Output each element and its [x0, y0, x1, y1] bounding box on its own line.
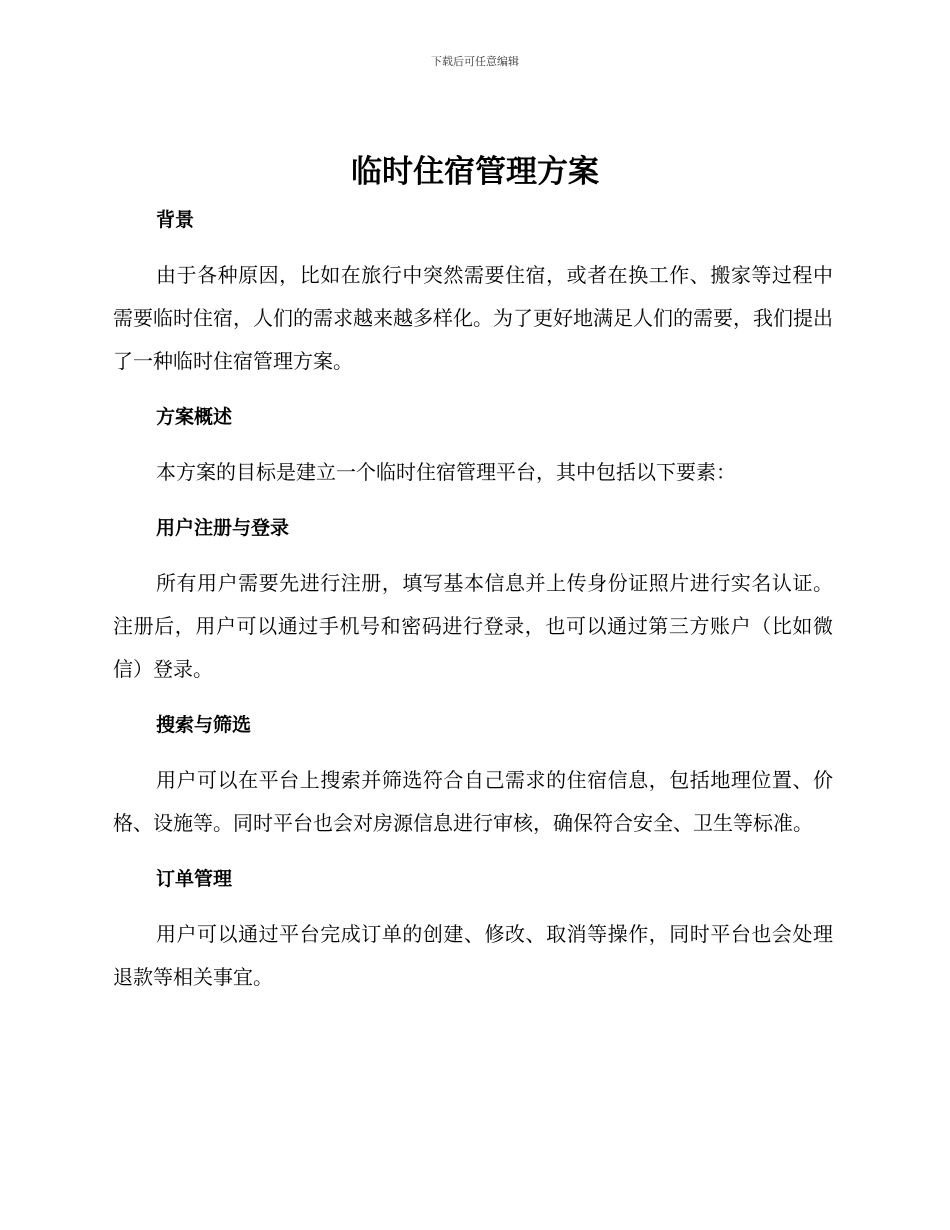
section-background	[113, 200, 833, 397]
section-paragraph: 本方案的目标是建立一个临时住宿管理平台，其中包括以下要素：	[156, 460, 736, 484]
section-search-filter	[113, 705, 833, 859]
section-heading: 用户注册与登录	[156, 517, 290, 539]
section-heading: 背景	[156, 209, 195, 231]
document-title: 临时住宿管理方案	[351, 154, 599, 190]
document-body	[113, 200, 833, 999]
section-overview	[113, 397, 833, 508]
header-note: 下载后可任意编辑	[431, 55, 519, 68]
section-paragraph: 所有用户需要先进行注册，填写基本信息并上传身份证照片进行实名认证。注册后，用户可以通过手机号和密码进行登录，也可以通过第三方账户（比如微信）登录。	[113, 571, 833, 681]
section-heading: 方案概述	[156, 406, 233, 428]
section-paragraph: 用户可以在平台上搜索并筛选符合自己需求的住宿信息，包括地理位置、价格、设施等。同时平台也会对房源信息进行审核，确保符合安全、卫生等标准。	[113, 768, 833, 835]
section-paragraph: 用户可以通过平台完成订单的创建、修改、取消等操作，同时平台也会处理退款等相关事宜。	[113, 922, 833, 989]
section-heading: 搜索与筛选	[156, 714, 252, 736]
section-heading: 订单管理	[156, 868, 233, 890]
section-paragraph: 由于各种原因，比如在旅行中突然需要住宿，或者在换工作、搬家等过程中需要临时住宿，人们的需求越来越多样化。为了更好地满足人们的需要，我们提出了一种临时住宿管理方案。	[113, 263, 833, 373]
section-user-registration	[113, 508, 833, 705]
section-order-management	[113, 859, 833, 999]
